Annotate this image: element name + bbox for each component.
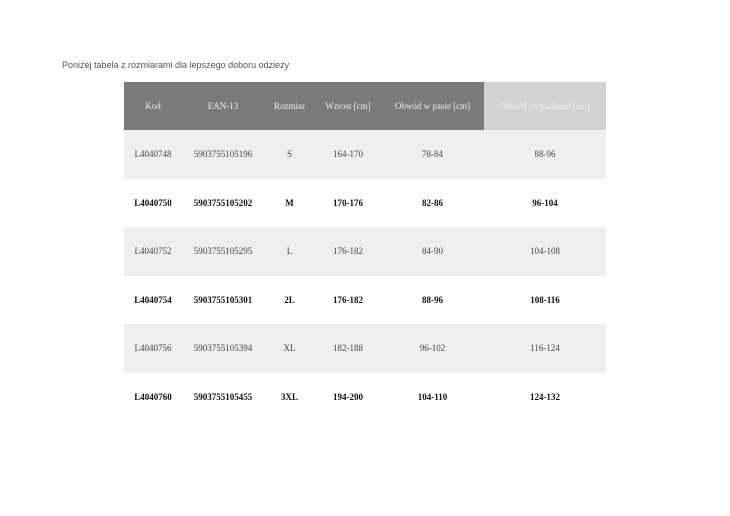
- cell-rozmiar: L: [264, 227, 315, 276]
- cell-rozmiar: M: [264, 179, 315, 228]
- header-obwod-pas: Obwód w pasie [cm]: [381, 82, 484, 130]
- table-header-row: [124, 82, 606, 130]
- cell-wzrost: 176-182: [315, 227, 381, 276]
- cell-obwod-pas: 82-86: [381, 179, 484, 228]
- cell-wzrost: 164-170: [315, 130, 381, 179]
- cell-ean: 5903755105295: [182, 227, 264, 276]
- cell-obwod-pachy: 88-96: [484, 130, 606, 179]
- cell-kod: L4040754: [124, 276, 182, 325]
- table-row: [124, 227, 606, 276]
- table-row: [124, 373, 606, 422]
- cell-ean: 5903755105202: [182, 179, 264, 228]
- cell-rozmiar: XL: [264, 324, 315, 373]
- header-wzrost: Wzrost [cm]: [315, 82, 381, 130]
- cell-ean: 5903755105455: [182, 373, 264, 422]
- header-obwod-pachy: Obwód po pachami [cm]: [484, 82, 606, 130]
- cell-ean: 5903755105196: [182, 130, 264, 179]
- header-ean: EAN-13: [182, 82, 264, 130]
- cell-wzrost: 176-182: [315, 276, 381, 325]
- cell-obwod-pachy: 104-108: [484, 227, 606, 276]
- cell-obwod-pachy: 108-116: [484, 276, 606, 325]
- cell-obwod-pachy: 124-132: [484, 373, 606, 422]
- cell-wzrost: 182-188: [315, 324, 381, 373]
- cell-ean: 5903755105394: [182, 324, 264, 373]
- cell-obwod-pachy: 96-104: [484, 179, 606, 228]
- cell-kod: L4040760: [124, 373, 182, 422]
- size-table: [124, 82, 606, 421]
- table-row: [124, 276, 606, 325]
- cell-kod: L4040756: [124, 324, 182, 373]
- cell-kod: L4040752: [124, 227, 182, 276]
- cell-kod: L4040748: [124, 130, 182, 179]
- cell-rozmiar: S: [264, 130, 315, 179]
- cell-kod: L4040750: [124, 179, 182, 228]
- cell-obwod-pas: 84-90: [381, 227, 484, 276]
- table-row: [124, 179, 606, 228]
- cell-rozmiar: 2L: [264, 276, 315, 325]
- cell-obwod-pas: 78-84: [381, 130, 484, 179]
- table-row: [124, 130, 606, 179]
- cell-rozmiar: 3XL: [264, 373, 315, 422]
- header-rozmiar: Rozmiar: [264, 82, 315, 130]
- cell-obwod-pas: 88-96: [381, 276, 484, 325]
- intro-text: Poniżej tabela z rozmiarami dla lepszego doboru odzieży: [62, 60, 290, 70]
- table-row: [124, 324, 606, 373]
- cell-obwod-pachy: 116-124: [484, 324, 606, 373]
- cell-obwod-pas: 104-110: [381, 373, 484, 422]
- cell-wzrost: 170-176: [315, 179, 381, 228]
- cell-obwod-pas: 96-102: [381, 324, 484, 373]
- header-kod: Kod: [124, 82, 182, 130]
- cell-ean: 5903755105301: [182, 276, 264, 325]
- cell-wzrost: 194-200: [315, 373, 381, 422]
